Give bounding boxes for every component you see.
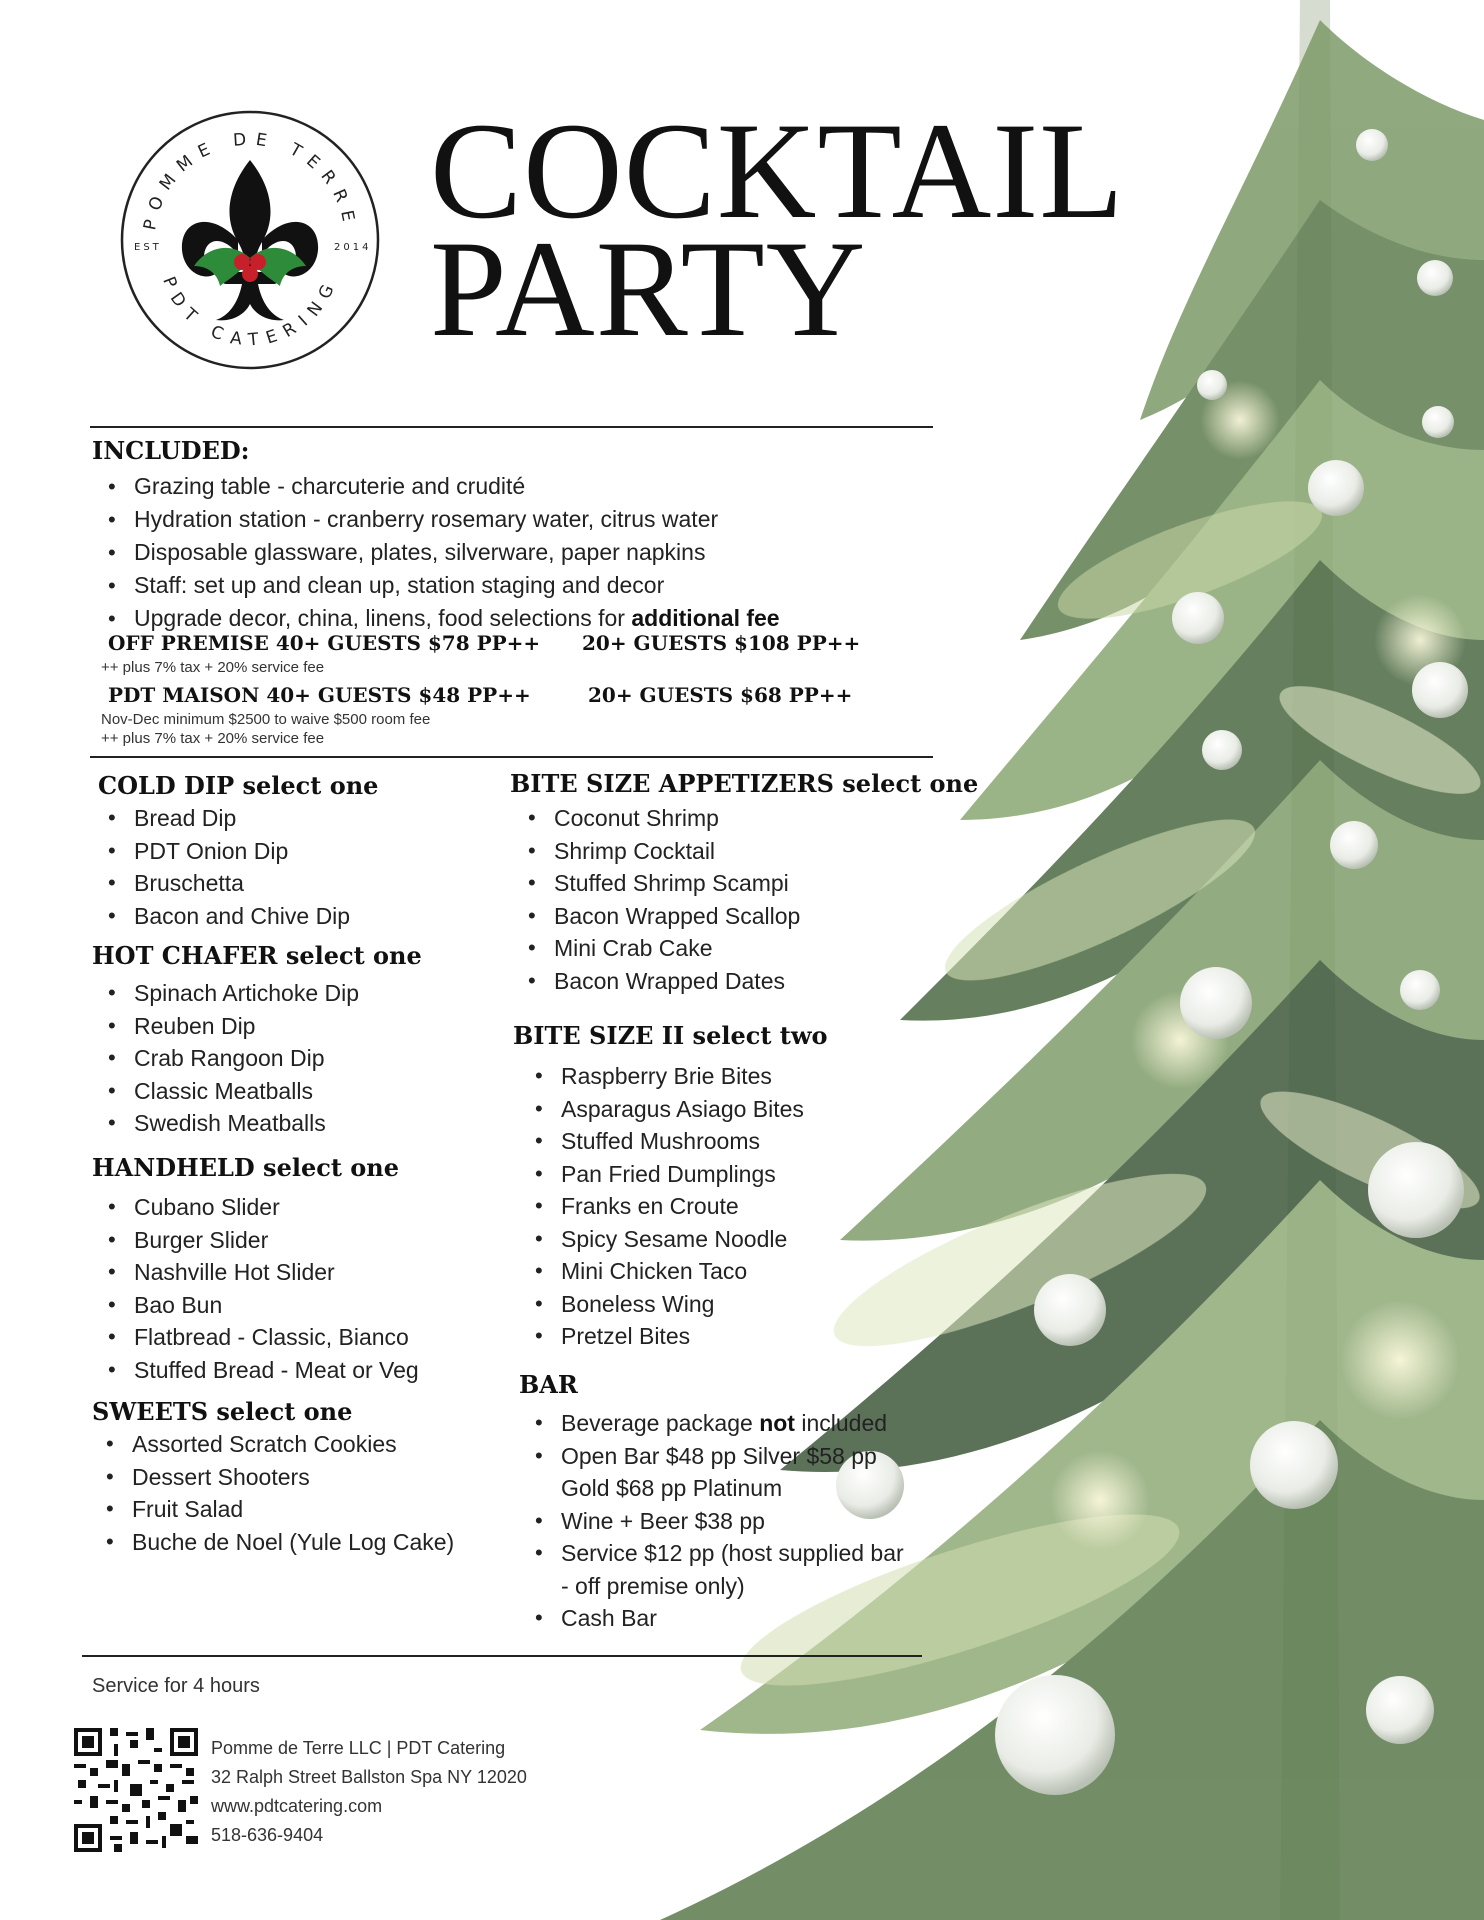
list-item: • Buche de Noel (Yule Log Cake) xyxy=(90,1526,454,1559)
svg-text:POMME DE TERRE: POMME DE TERRE xyxy=(140,129,360,232)
company-name: Pomme de Terre LLC | PDT Catering xyxy=(211,1738,506,1758)
hot-chafer-list xyxy=(92,977,359,1140)
list-item: • Spinach Artichoke Dip xyxy=(92,977,359,1010)
list-item: • Spicy Sesame Noodle xyxy=(519,1223,804,1256)
included-list xyxy=(92,470,780,635)
list-item: • Stuffed Shrimp Scampi xyxy=(512,867,800,900)
list-item: • Bread Dip xyxy=(92,802,350,835)
list-item: • Classic Meatballs xyxy=(92,1075,359,1108)
list-item: • Coconut Shrimp xyxy=(512,802,800,835)
list-item: • Assorted Scratch Cookies xyxy=(90,1428,454,1461)
bite-size-list xyxy=(512,802,800,997)
website-link[interactable]: www.pdtcatering.com xyxy=(211,1796,383,1816)
list-item: • PDT Onion Dip xyxy=(92,835,350,868)
list-item: • Service $12 pp (host supplied bar - off premise only) xyxy=(519,1537,904,1602)
sweets-heading: SWEETS select one xyxy=(92,1397,353,1426)
list-item: • Franks en Croute xyxy=(519,1190,804,1223)
cold-dip-heading: COLD DIP select one xyxy=(98,771,379,800)
list-item: • Bacon and Chive Dip xyxy=(92,900,350,933)
list-item: • Cash Bar xyxy=(519,1602,904,1635)
list-item: • Mini Chicken Taco xyxy=(519,1255,804,1288)
list-item: • Stuffed Mushrooms xyxy=(519,1125,804,1158)
hot-chafer-heading: HOT CHAFER select one xyxy=(92,941,422,970)
list-item: • Bacon Wrapped Dates xyxy=(512,965,800,998)
list-item: • Pretzel Bites xyxy=(519,1320,804,1353)
off-premise-price-20: 20+ GUESTS $108 PP++ xyxy=(582,631,861,655)
list-item: • Nashville Hot Slider xyxy=(92,1256,419,1289)
list-item: • Bruschetta xyxy=(92,867,350,900)
phone-number[interactable]: 518-636-9404 xyxy=(211,1825,324,1845)
fleur-de-lis-icon xyxy=(182,160,318,320)
cold-dip-list xyxy=(92,802,350,932)
maison-price-40: PDT MAISON 40+ GUESTS $48 PP++ xyxy=(108,683,531,707)
bite-size-heading: BITE SIZE APPETIZERS select one xyxy=(510,769,979,798)
maison-price-20: 20+ GUESTS $68 PP++ xyxy=(588,683,853,707)
list-item: • Raspberry Brie Bites xyxy=(519,1060,804,1093)
handheld-list xyxy=(92,1191,419,1386)
list-item: • Flatbread - Classic, Bianco xyxy=(92,1321,419,1354)
pdt-catering-logo xyxy=(110,90,390,380)
bar-heading: BAR xyxy=(519,1370,578,1399)
address: 32 Ralph Street Ballston Spa NY 12020 xyxy=(211,1767,527,1787)
list-item: • Cubano Slider xyxy=(92,1191,419,1224)
list-item: • Upgrade decor, china, linens, food selections for additional fee xyxy=(92,602,780,635)
list-item: • Grazing table - charcuterie and crudité xyxy=(92,470,780,503)
list-item: • Disposable glassware, plates, silverware, paper napkins xyxy=(92,536,780,569)
list-item: • Asparagus Asiago Bites xyxy=(519,1093,804,1126)
off-premise-note: ++ plus 7% tax + 20% service fee xyxy=(101,659,325,676)
list-item: • Open Bar $48 pp Silver $58 pp Gold $68 pp Platinum xyxy=(519,1440,904,1505)
list-item: • Reuben Dip xyxy=(92,1010,359,1043)
title-line-1: COCKTAIL xyxy=(430,94,1125,247)
list-item: • Fruit Salad xyxy=(90,1493,454,1526)
sweets-list xyxy=(90,1428,454,1558)
divider-bottom xyxy=(82,1655,922,1657)
bar-list xyxy=(519,1407,904,1635)
service-duration: Service for 4 hours xyxy=(92,1675,260,1697)
svg-text:EST: EST xyxy=(134,242,162,253)
list-item: • Wine + Beer $38 pp xyxy=(519,1505,904,1538)
bite-size-2-heading: BITE SIZE II select two xyxy=(513,1021,828,1050)
maison-note-minimum: Nov-Dec minimum $2500 to waive $500 room fee xyxy=(101,711,431,728)
off-premise-price-40: OFF PREMISE 40+ GUESTS $78 PP++ xyxy=(108,631,541,655)
list-item: • Boneless Wing xyxy=(519,1288,804,1321)
list-item: • Bao Bun xyxy=(92,1289,419,1322)
divider-mid xyxy=(90,756,933,758)
list-item: • Pan Fried Dumplings xyxy=(519,1158,804,1191)
list-item: • Swedish Meatballs xyxy=(92,1107,359,1140)
list-item: • Beverage package not included xyxy=(519,1407,904,1440)
list-item: • Mini Crab Cake xyxy=(512,932,800,965)
list-item: • Bacon Wrapped Scallop xyxy=(512,900,800,933)
list-item: • Crab Rangoon Dip xyxy=(92,1042,359,1075)
svg-text:2014: 2014 xyxy=(334,242,372,253)
handheld-heading: HANDHELD select one xyxy=(92,1153,400,1182)
included-heading: INCLUDED: xyxy=(92,436,250,465)
list-item: • Dessert Shooters xyxy=(90,1461,454,1494)
list-item: • Stuffed Bread - Meat or Veg xyxy=(92,1354,419,1387)
divider-top xyxy=(90,426,933,428)
contact-info xyxy=(211,1734,527,1850)
title-line-2: PARTY xyxy=(430,212,867,365)
svg-text:PDT CATERING: PDT CATERING xyxy=(158,273,342,351)
qr-code-icon[interactable] xyxy=(74,1728,198,1852)
list-item: • Hydration station - cranberry rosemary water, citrus water xyxy=(92,503,780,536)
list-item: • Shrimp Cocktail xyxy=(512,835,800,868)
list-item: • Burger Slider xyxy=(92,1224,419,1257)
page-title xyxy=(430,94,1125,365)
maison-note-tax: ++ plus 7% tax + 20% service fee xyxy=(101,730,325,747)
bite-size-2-list xyxy=(519,1060,804,1353)
list-item: • Staff: set up and clean up, station staging and decor xyxy=(92,569,780,602)
